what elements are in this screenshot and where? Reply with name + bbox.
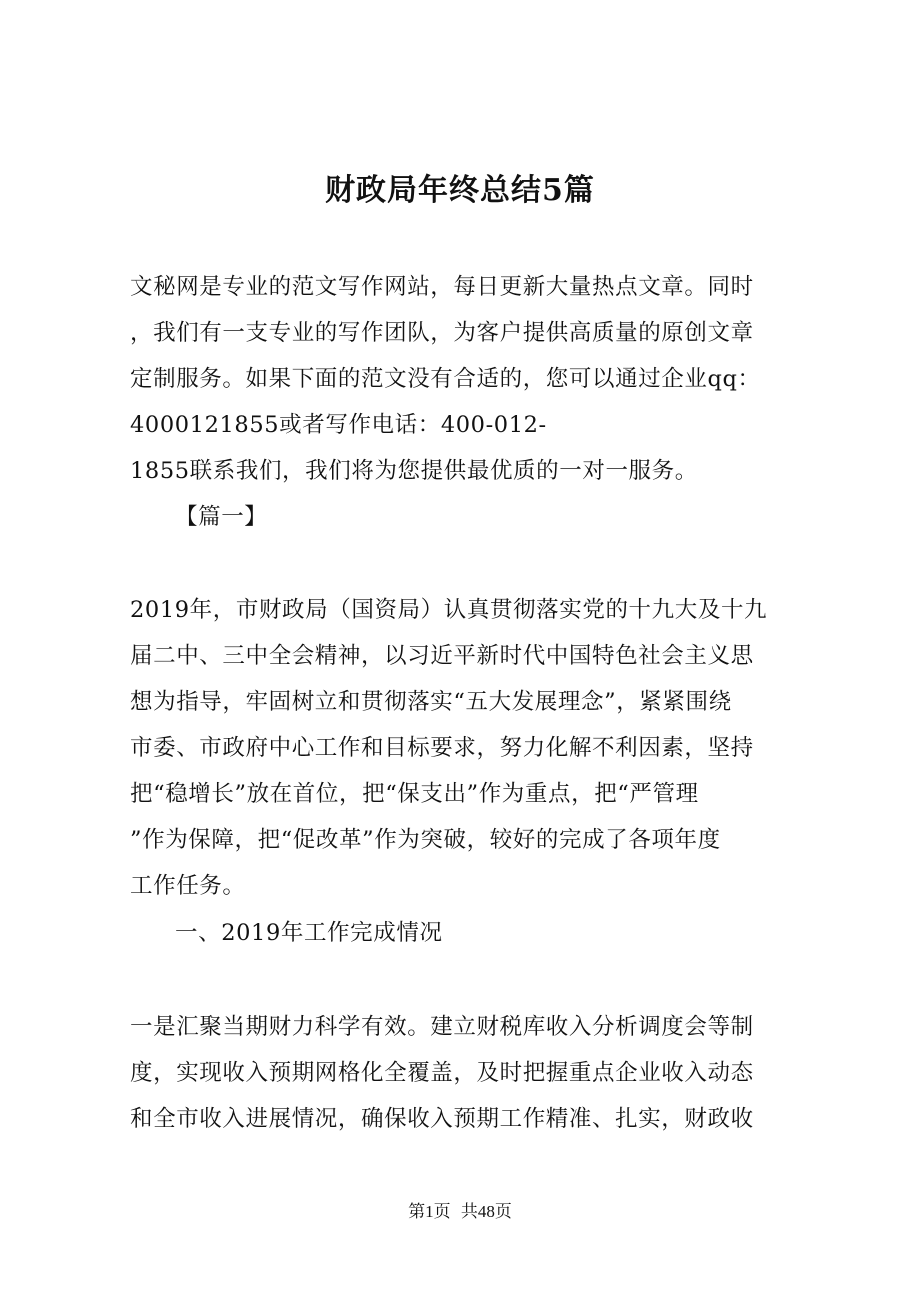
- paragraph-line: 想为指导，牢固树立和贯彻落实“五大发展理念”，紧紧围绕: [130, 689, 732, 715]
- page-footer: [0, 1200, 920, 1224]
- paragraph-line: 届二中、三中全会精神，以习近平新时代中国特色社会主义思: [130, 643, 754, 669]
- intro-line: 定制服务。如果下面的范文没有合适的，您可以通过企业qq：: [130, 366, 761, 392]
- intro-line: ，我们有一支专业的写作团队，为客户提供高质量的原创文章: [130, 320, 754, 346]
- paragraph-line: 度，实现收入预期网格化全覆盖，及时把握重点企业收入动态: [130, 1060, 754, 1086]
- page-number: 第1页: [408, 1202, 451, 1221]
- document-title: 财政局年终总结5篇: [325, 173, 595, 208]
- paragraph-line: ”作为保障，把“促改革”作为突破，较好的完成了各项年度: [130, 827, 721, 853]
- paragraph-line: 把“稳增长”放在首位，把“保支出”作为重点，把“严管理: [130, 781, 699, 807]
- section-label: 【篇一】: [175, 504, 268, 530]
- paragraph-line: 一是汇聚当期财力科学有效。建立财税库收入分析调度会等制: [130, 1014, 754, 1040]
- section-heading: 一、2019年工作完成情况: [175, 920, 443, 946]
- intro-line: 4000121855或者写作电话：400-012-: [130, 412, 547, 438]
- paragraph-line: 工作任务。: [130, 873, 246, 899]
- intro-line: 文秘网是专业的范文写作网站，每日更新大量热点文章。同时: [130, 274, 754, 300]
- paragraph-line: 市委、市政府中心工作和目标要求，努力化解不利因素，坚持: [130, 735, 754, 761]
- intro-line: 1855联系我们，我们将为您提供最优质的一对一服务。: [130, 458, 698, 484]
- paragraph-line: 和全市收入进展情况，确保收入预期工作精准、扎实，财政收: [130, 1106, 754, 1132]
- paragraph-line: 2019年，市财政局（国资局）认真贯彻落实党的十九大及十九: [130, 597, 768, 623]
- page-total: 共48页: [460, 1202, 512, 1221]
